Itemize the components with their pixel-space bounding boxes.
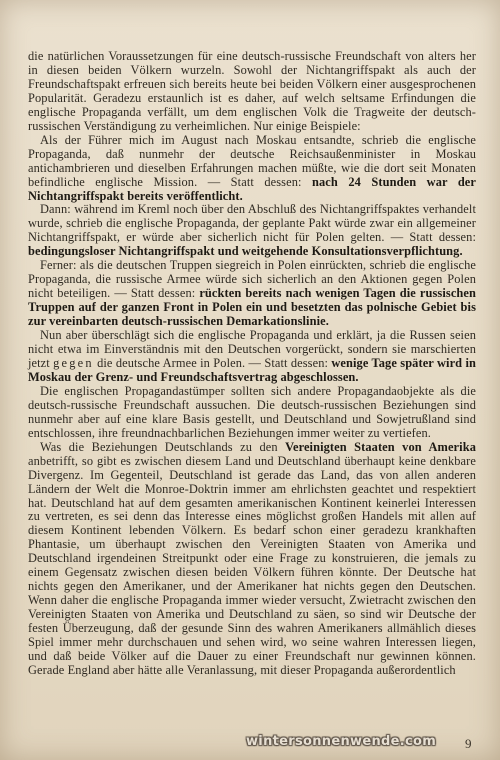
emphasis-text: rückten bereits nach wenigen Tagen die russischen Truppen auf der ganzen Front in Polen ein und besetzten das polnische Gebiet bis zur vereinbarten deutsch-russischen Demarkationslinie. bbox=[28, 286, 477, 329]
paragraph-text: Dann: während im Kreml noch über den Abschluß des Nichtangriffspaktes verhandelt wurde, schrieb die englische Propaganda, der geplante Pakt würde zwar ein allgemeiner Nichtangriffspakt, er würde aber sicherlich nicht für Polen gelten. — Statt dessen: bbox=[28, 202, 476, 245]
body-text bbox=[28, 50, 476, 678]
paragraph-4 bbox=[28, 259, 476, 329]
paragraph-5 bbox=[28, 329, 476, 385]
paragraph-text: die deutsche Armee in Polen. — Statt dessen: bbox=[97, 355, 329, 370]
paragraph-text: anbetrifft, so gibt es zwischen diesem Land und Deutschland überhaupt keine denkbare Divergenz. Im Gegenteil, Deutschland ist gerade das Land, das von allen anderen Ländern der Welt die Monroe-Doktrin immer am ehrlichsten geachtet und respektiert hat. Deutschland hat auf dem gesamten amerikanischen Kontinent keinerlei Interessen zu vertreten, es sei denn das Interesse eines möglichst großen Handels mit allen auf diesem Kontinent lebenden Völkern. Es bedarf schon einer geradezu krankhaften Phantasie, um überhaupt zwischen den Vereinigten Staaten von Amerika und Deutschland irgendeinen Streitpunkt oder eine Frage zu konstruieren, die jemals zu einem Gegensatz zwischen diesen beiden Völkern führen könnte. Der Deutsche hat nichts gegen den Amerikaner, und der Amerikaner hat nichts gegen den Deutschen. Wenn daher die englische Propaganda immer wieder versucht, Zwietracht zwischen den Vereinigten Staaten von Amerika und Deutschland zu säen, so sind wir Deutsche der festen Überzeugung, daß der gesunde Sinn des wahren Amerikaners allmählich dieses Spiel immer mehr durchschauen und sehen wird, wo seine wahren Interessen liegen, und daß beide Völker auf die Dauer zu einer Freundschaft nur gewinnen können. Gerade England aber hätte alle Veranlassung, mit dieser Propaganda außerordentlich bbox=[28, 453, 476, 677]
spaced-emphasis: gegen bbox=[53, 355, 94, 370]
paragraph-7 bbox=[28, 441, 476, 678]
paragraph-text: die natürlichen Voraussetzungen für eine deutsch-russische Freundschaft von alters her in diesen beiden Völkern wurzeln. Sowohl der Nichtangriffspakt als auch der Freundschaftspakt erfreuen sich bereits heute bei beiden Völkern einer ausgesprochenen Popularität. Geradezu erstaunlich ist es daher, auf welch seltsame Erfindungen die englische Propaganda verfällt, um dem englischen Volk die Tragweite der deutsch-russischen Verständigung zu verheimlichen. Nur einige Beispiele: bbox=[28, 49, 476, 133]
paragraph-text: Was die Beziehungen Deutschlands zu den bbox=[40, 439, 278, 454]
emphasis-text: wenige Tage später wird in Moskau der Grenz- und Freundschaftsvertrag abgeschlossen. bbox=[28, 355, 477, 384]
page-number: 9 bbox=[465, 736, 472, 751]
paragraph-text: Nun aber überschlägt sich die englische Propaganda und erklärt, ja die Russen seien nicht etwa im Einverständnis mit den Deutschen vorgerückt, sondern sie marschierten jetzt bbox=[28, 328, 476, 370]
watermark: wintersonnenwende.com bbox=[246, 734, 437, 749]
emphasis-text: Vereinigten Staaten von Amerika bbox=[285, 439, 476, 454]
paragraph-3 bbox=[28, 203, 476, 259]
paragraph-2 bbox=[28, 134, 476, 204]
paragraph-1 bbox=[28, 50, 476, 134]
emphasis-text: nach 24 Stunden war der Nichtangriffspakt bereits veröffentlicht. bbox=[28, 174, 477, 203]
emphasis-text: bedingungsloser Nichtangriffspakt und weitgehende Konsultationsverpflichtung. bbox=[28, 244, 463, 259]
paragraph-text: Als der Führer mich im August nach Moskau entsandte, schrieb die englische Propaganda, daß nunmehr der deutsche Reichsaußenminister in Moskau antichambrieren und dieselben Erfahrungen machen müßte, wie die dort seit Monaten befindliche englische Mission. — Statt dessen: bbox=[28, 132, 476, 189]
paragraph-6 bbox=[28, 385, 476, 441]
paragraph-text: Ferner: als die deutschen Truppen siegreich in Polen einrückten, schrieb die englische Propaganda, die russische Armee würde sich sicherlich an den Aktionen gegen Polen nicht beteiligen. — Statt dessen: bbox=[28, 258, 476, 301]
paragraph-text: Die englischen Propagandastümper sollten sich andere Propagandaobjekte als die deutsch-russische Freundschaft aussuchen. Die deutsch-russischen Beziehungen sind nunmehr aber auf eine klare Basis gestellt, und Deutschland und Sowjetrußland sind entschlossen, ihre freundnachbarlichen Beziehungen immer weiter zu vertiefen. bbox=[28, 383, 476, 440]
